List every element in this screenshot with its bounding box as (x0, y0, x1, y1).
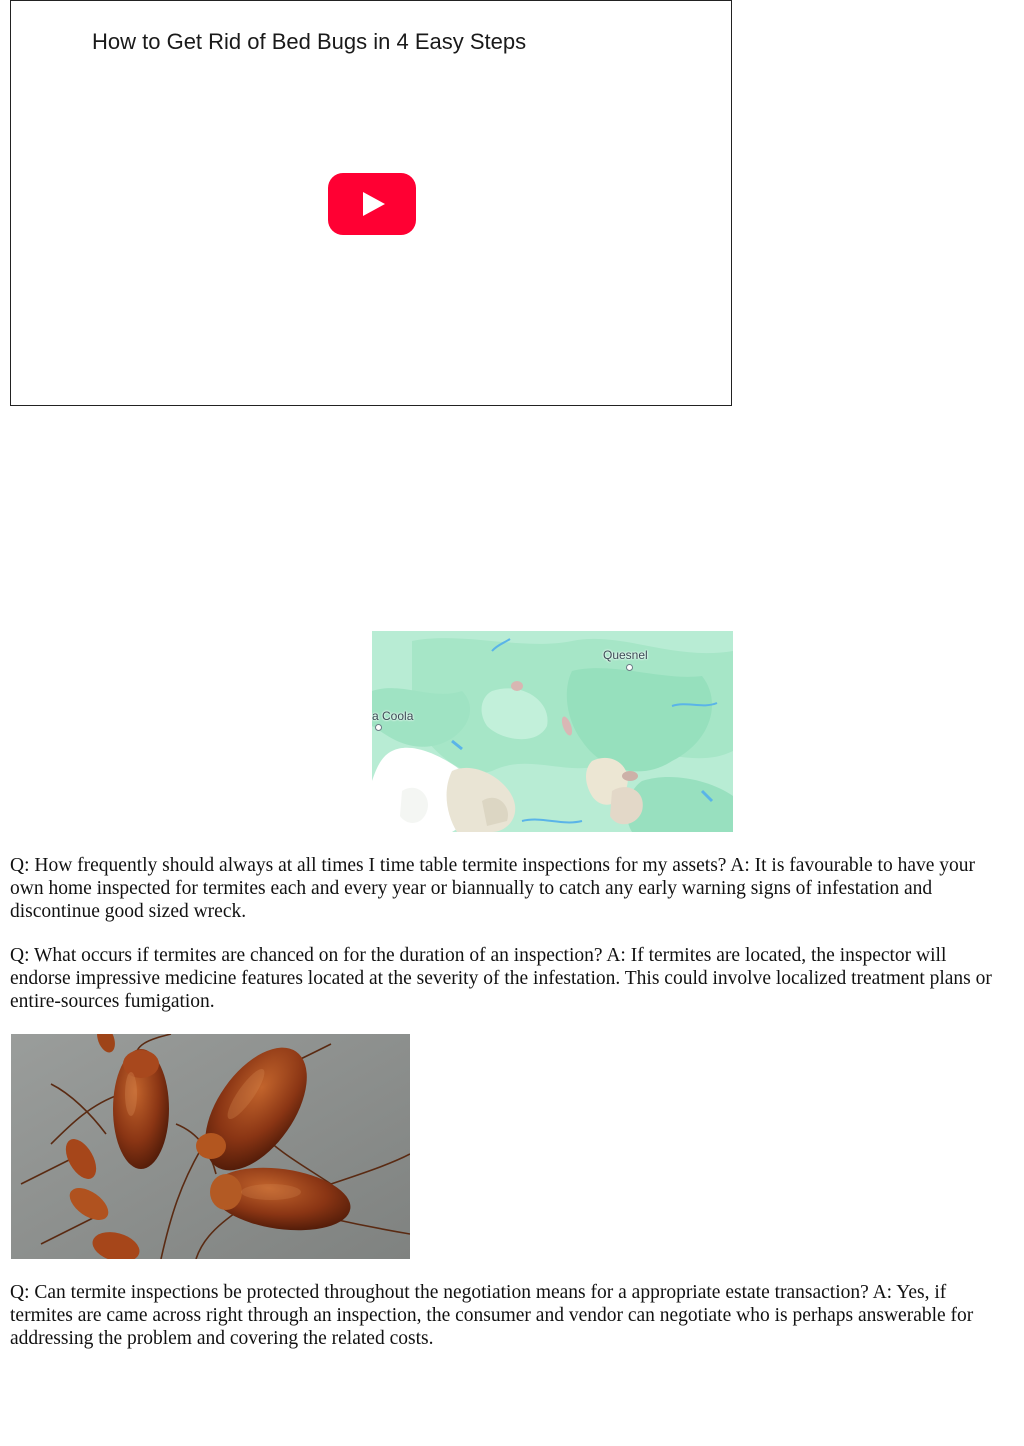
map-label-quesnel: Quesnel (603, 648, 648, 662)
map-image[interactable] (372, 631, 733, 832)
map-marker-coola (375, 724, 382, 731)
faq-paragraph-1: Q: How frequently should always at all times I time table termite inspections for my assets? A: It is favourable to have your own home inspected for termites each and every year or biannually to catch any early warning signs of infestation and discontinue good sized wreck. (10, 855, 976, 922)
faq-paragraph-3: Q: Can termite inspections be protected throughout the negotiation means for a appropriate estate transaction? A: Yes, if termites are came across right through an inspection, the consumer and vendor can negotiate who is perhaps answerable for addressing the problem and covering the related costs. (10, 1282, 974, 1349)
cockroaches-photo (11, 1034, 410, 1259)
video-embed[interactable] (10, 0, 732, 406)
youtube-play-icon[interactable] (328, 173, 416, 235)
video-title[interactable]: How to Get Rid of Bed Bugs in 4 Easy Steps (92, 29, 527, 54)
map-marker-quesnel (626, 664, 633, 671)
faq-paragraph-2: Q: What occurs if termites are chanced on for the duration of an inspection? A: If termites are located, the inspector will endorse impressive medicine features located at the severity of the infestation. This could involve localized treatment plans or entire-sources fumigation. (10, 945, 992, 1012)
map-label-coola: a Coola (372, 709, 414, 723)
